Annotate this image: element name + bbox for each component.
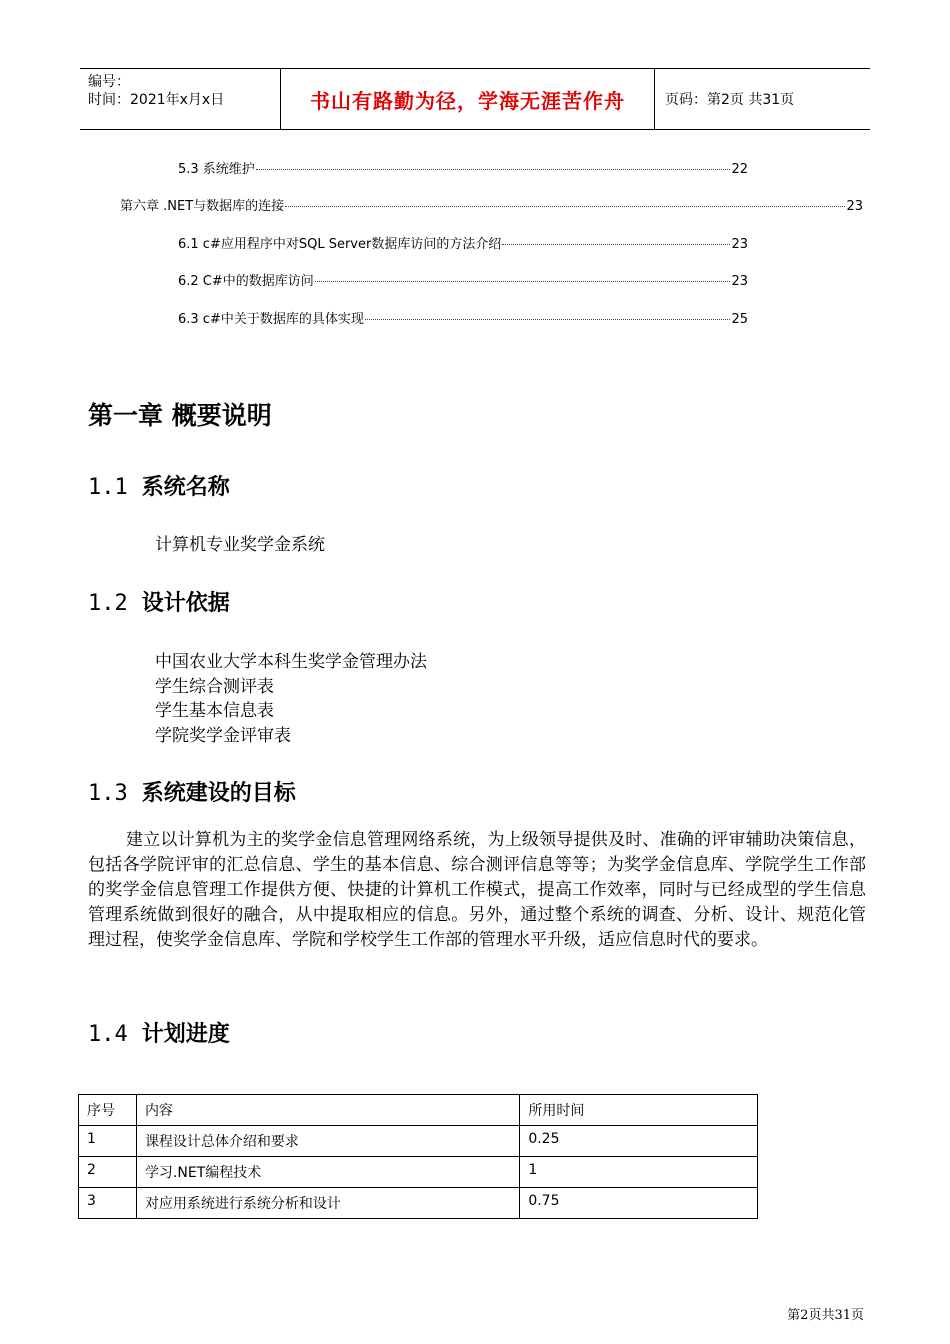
table-row [79,1157,758,1188]
toc-page: 22 [731,162,748,177]
section-number: 1.1 [88,475,128,500]
toc-page: 23 [731,237,748,252]
basis-item: 中国农业大学本科生奖学金管理办法 [155,652,427,672]
table-header-cell: 内容 [136,1095,519,1126]
system-name-text: 计算机专业奖学金系统 [155,535,325,555]
page-info: 页码：第2页 共31页 [665,92,795,108]
toc-leader [256,169,731,170]
table-cell: 2 [79,1157,137,1188]
section-number: 1.2 [88,591,128,616]
table-header-row [79,1095,758,1126]
header-left-cell [80,69,281,129]
basis-item: 学院奖学金评审表 [155,726,291,746]
number-label: 编号： [88,74,130,90]
section-heading-1-1 [88,470,230,501]
section-number: 1.4 [88,1022,128,1047]
toc-page: 25 [731,312,748,327]
toc-label: 第六章 .NET与数据库的连接 [120,199,285,214]
toc-leader [285,206,845,207]
toc-label: 6.3 c#中关于数据库的具体实现 [178,312,364,327]
table-row [79,1188,758,1219]
section-title: 系统名称 [141,475,230,500]
toc-label: 5.3 系统维护 [178,162,255,177]
table-cell: 3 [79,1188,137,1219]
toc-entry[interactable] [178,233,748,251]
plan-table [78,1094,758,1219]
toc-entry[interactable] [178,270,748,288]
table-header-cell: 序号 [79,1095,137,1126]
page-header [80,68,870,130]
header-motto-cell [281,69,655,129]
table-cell: 1 [79,1126,137,1157]
toc-entry[interactable] [120,195,863,213]
toc-page: 23 [846,199,863,214]
section-title: 设计依据 [141,591,230,616]
toc-leader [502,244,730,245]
table-cell: 课程设计总体介绍和要求 [136,1126,519,1157]
toc-label: 6.2 C#中的数据库访问 [178,274,314,289]
page-footer: 第2页共31页 [787,1308,864,1323]
toc-entry[interactable] [178,158,748,176]
toc-page: 23 [731,274,748,289]
table-cell: 学习.NET编程技术 [136,1157,519,1188]
chapter-title: 第一章 概要说明 [88,401,272,430]
basis-item: 学生综合测评表 [155,677,274,697]
section-title: 计划进度 [141,1022,230,1047]
table-header-cell: 所用时间 [520,1095,758,1126]
date-label: 时间：2021年x月x日 [88,92,225,108]
goal-paragraph: 建立以计算机为主的奖学金信息管理网络系统，为上级领导提供及时、准确的评审辅助决策信息，包括各学院评审的汇总信息、学生的基本信息、综合测评信息等等；为奖学金信息库、学院学生工作部的奖学金信息管理工作提供方便、快捷的计算机工作模式，提高工作效率，同时与已经成型的学生信息管理系统做到很好的融合，从中提取相应的信息。另外，通过整个系统的调查、分析、设计、规范化管理过程，使奖学金信息库、学院和学校学生工作部的管理水平升级，适应信息时代的要求。 [88,830,866,950]
toc-entry[interactable] [178,308,748,326]
toc-leader [315,281,731,282]
table-cell: 0.75 [520,1188,758,1219]
toc-label: 6.1 c#应用程序中对SQL Server数据库访问的方法介绍 [178,237,502,252]
section-heading-1-4 [88,1017,230,1048]
section-title: 系统建设的目标 [141,781,296,806]
motto-text: 书山有路勤为径，学海无涯苦作舟 [310,88,625,113]
section-heading-1-3 [88,776,296,807]
section-heading-1-2 [88,586,230,617]
table-cell: 0.25 [520,1126,758,1157]
basis-item: 学生基本信息表 [155,701,274,721]
table-cell: 对应用系统进行系统分析和设计 [136,1188,519,1219]
section-number: 1.3 [88,781,128,806]
toc-leader [365,319,731,320]
table-row [79,1126,758,1157]
table-cell: 1 [520,1157,758,1188]
